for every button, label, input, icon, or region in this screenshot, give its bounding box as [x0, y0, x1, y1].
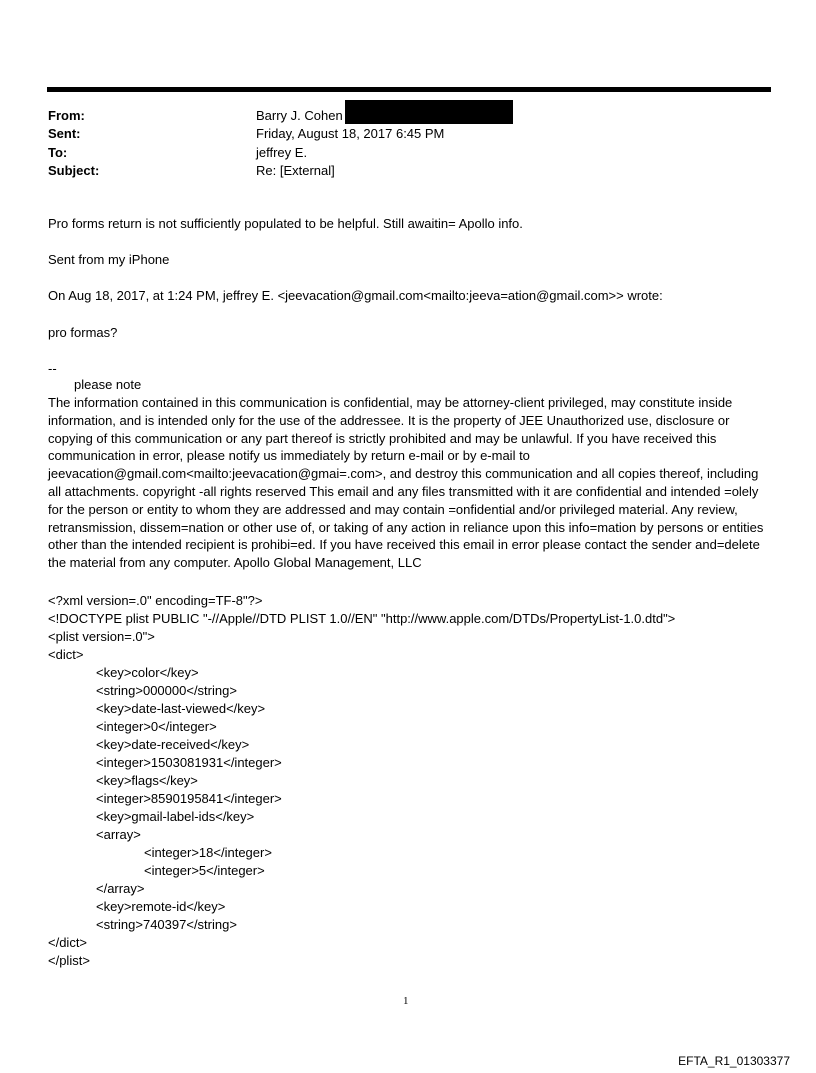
xml-line: <integer>8590195841</integer>: [96, 791, 282, 806]
header-rule: [47, 87, 771, 92]
xml-line: <integer>1503081931</integer>: [96, 755, 282, 770]
please-note: please note: [74, 377, 142, 392]
subject-value: Re: [External]: [256, 163, 335, 178]
xml-line: <key>gmail-label-ids</key>: [96, 809, 255, 824]
xml-line: <plist version=.0">: [48, 629, 155, 644]
body-line-signature: Sent from my iPhone: [48, 252, 170, 267]
body-line-quoted: pro formas?: [48, 325, 118, 340]
page-number: 1: [403, 995, 409, 1007]
sent-label: Sent:: [48, 126, 81, 141]
body-separator: --: [48, 361, 57, 376]
xml-line: <string>740397</string>: [96, 917, 237, 932]
sent-value: Friday, August 18, 2017 6:45 PM: [256, 126, 445, 141]
document-id: EFTA_R1_01303377: [678, 1054, 790, 1068]
xml-line: <!DOCTYPE plist PUBLIC "-//Apple//DTD PLIST 1.0//EN" "http://www.apple.com/DTDs/PropertyList-1.0.dtd">: [48, 611, 676, 626]
xml-line: <key>remote-id</key>: [96, 899, 226, 914]
xml-line: <key>color</key>: [96, 665, 199, 680]
body-line-quote-header: On Aug 18, 2017, at 1:24 PM, jeffrey E. <jeevacation@gmail.com<mailto:jeeva=ation@gmail.com>> wrote:: [48, 288, 663, 303]
from-value: Barry J. Cohen: [256, 108, 343, 123]
xml-line: <integer>5</integer>: [144, 863, 265, 878]
to-label: To:: [48, 145, 68, 160]
xml-line: <key>date-received</key>: [96, 737, 250, 752]
redaction-block: [345, 100, 513, 124]
xml-line: <dict>: [48, 647, 84, 662]
from-label: From:: [48, 108, 85, 123]
xml-line: <key>date-last-viewed</key>: [96, 701, 266, 716]
subject-label: Subject:: [48, 163, 100, 178]
xml-line: <integer>0</integer>: [96, 719, 217, 734]
xml-line: <key>flags</key>: [96, 773, 198, 788]
body-line-reply: Pro forms return is not sufficiently populated to be helpful. Still awaitin= Apollo info.: [48, 216, 523, 231]
xml-line: <string>000000</string>: [96, 683, 237, 698]
xml-line: </array>: [96, 881, 145, 896]
xml-line: <?xml version=.0" encoding=TF-8"?>: [48, 593, 263, 608]
xml-line: <integer>18</integer>: [144, 845, 272, 860]
disclaimer-text: The information contained in this communication is confidential, may be attorney-client privileged, may constitute inside information, and is intended only for the use of the addressee. It is the property of JEE Unauthorized use, disclosure or copying of this communication or any part thereof is strictly prohibited and may be unlawful. If you have received this communication in error, please notify us immediately by return e-mail or by e-mail to jeevacation@gmail.com<mailto:jeevacation@gmai=.com>, and destroy this communication and all copies thereof, including all attachments. copyright -all rights reserved This email and any files transmitted with it are confidential and intended =olely for the person or entity to whom they are addressed and may contain =onfidential and/or privileged material. Any review, retransmission, dissem=nation or other use of, or taking of any action in reliance upon this info=mation by persons or entities other than the intended recipient is prohibi=ed. If you have received this email in error please contact the sender and=delete the material from any computer. Apollo Global Management, LLC: [48, 395, 764, 571]
xml-line: </dict>: [48, 935, 88, 950]
to-value: jeffrey E.: [256, 145, 308, 160]
xml-line: </plist>: [48, 953, 90, 968]
xml-line: <array>: [96, 827, 141, 842]
disclaimer-block: [48, 394, 768, 572]
